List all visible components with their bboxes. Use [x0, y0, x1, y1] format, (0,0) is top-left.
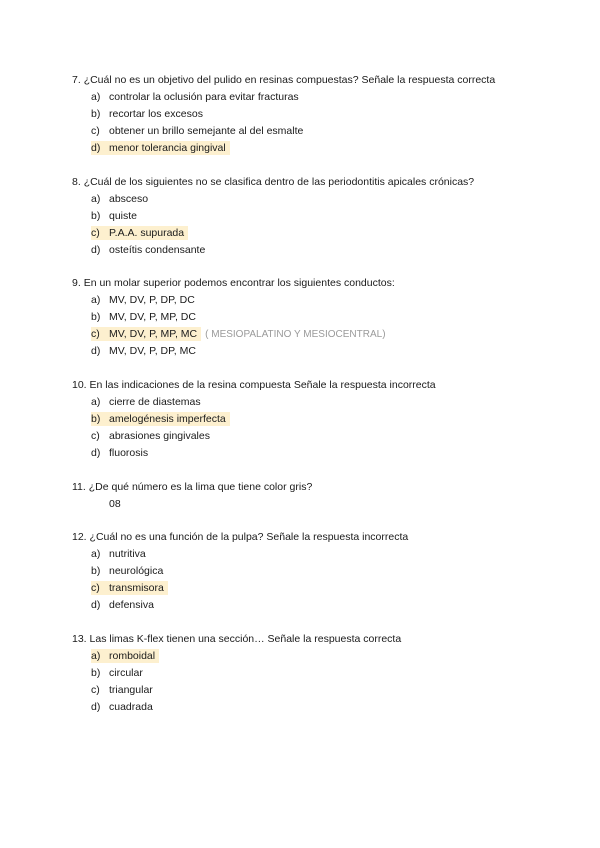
question-prompt: ¿Cuál no es una función de la pulpa? Señale la respuesta incorrecta [89, 531, 409, 543]
question-prompt: ¿De qué número es la lima que tiene color gris? [88, 481, 313, 493]
option-text: MV, DV, P, MP, MC [109, 328, 198, 340]
option-d [91, 242, 542, 259]
question-text [72, 174, 542, 191]
option-list [91, 89, 542, 157]
option-b [91, 309, 542, 326]
question-text [72, 72, 542, 89]
option-list [91, 191, 542, 259]
option-text: controlar la oclusión para evitar fracturas [109, 91, 299, 103]
option-text: menor tolerancia gingival [109, 142, 226, 154]
option-text: cuadrada [109, 701, 153, 713]
question-number: 8. [72, 176, 81, 188]
option-text: transmisora [109, 582, 164, 594]
option-text: quiste [109, 210, 138, 222]
option-letter: c) [91, 684, 100, 696]
question-11 [72, 479, 542, 513]
option-letter: d) [91, 599, 101, 611]
option-letter: b) [91, 413, 101, 425]
answer-highlight [91, 649, 159, 663]
option-a [91, 546, 542, 563]
option-letter: a) [91, 650, 101, 662]
option-text: triangular [109, 684, 153, 696]
question-prompt: Las limas K-flex tienen una sección… Señale la respuesta correcta [89, 633, 402, 645]
question-prompt: En un molar superior podemos encontrar los siguientes conductos: [83, 277, 395, 289]
question-text [72, 529, 542, 546]
option-list [91, 394, 542, 462]
option-d [91, 343, 542, 360]
option-letter: d) [91, 244, 101, 256]
option-a [91, 292, 542, 309]
option-c [91, 428, 542, 445]
question-number: 13. [72, 633, 87, 645]
option-b [91, 208, 542, 225]
question-text [72, 377, 542, 394]
question-9 [72, 275, 542, 360]
answer-highlight [91, 141, 230, 155]
written-answer: 08 [109, 498, 121, 510]
option-a [91, 394, 542, 411]
question-text [72, 275, 542, 292]
option-text: osteítis condensante [109, 244, 206, 256]
option-list [91, 292, 542, 360]
option-text: MV, DV, P, DP, DC [109, 294, 195, 306]
option-d [91, 445, 542, 462]
option-d [91, 699, 542, 716]
option-text: MV, DV, P, MP, DC [109, 311, 196, 323]
option-d [91, 597, 542, 614]
option-text: fluorosis [109, 447, 149, 459]
option-c-highlighted [91, 326, 542, 343]
option-letter: a) [91, 548, 101, 560]
option-list [91, 546, 542, 614]
option-c-highlighted [91, 225, 542, 242]
option-text: absceso [109, 193, 149, 205]
option-letter: c) [91, 125, 100, 137]
option-letter: a) [91, 294, 101, 306]
question-text [72, 631, 542, 648]
answer-highlight [91, 412, 230, 426]
option-c [91, 123, 542, 140]
option-letter: b) [91, 565, 101, 577]
option-letter: c) [91, 430, 100, 442]
option-text: recortar los excesos [109, 108, 203, 120]
option-letter: b) [91, 108, 101, 120]
option-letter: a) [91, 396, 101, 408]
option-c-highlighted [91, 580, 542, 597]
option-letter: d) [91, 447, 101, 459]
option-b-highlighted [91, 411, 542, 428]
option-text: defensiva [109, 599, 154, 611]
option-letter: c) [91, 328, 100, 340]
question-7 [72, 72, 542, 157]
option-b [91, 106, 542, 123]
option-letter: c) [91, 227, 100, 239]
answer-highlight [91, 327, 201, 341]
option-text: nutritiva [109, 548, 146, 560]
option-letter: d) [91, 701, 101, 713]
answer-highlight [91, 226, 188, 240]
option-list [91, 648, 542, 716]
question-12 [72, 529, 542, 614]
option-letter: b) [91, 210, 101, 222]
option-text: obtener un brillo semejante al del esmalte [109, 125, 304, 137]
question-number: 9. [72, 277, 81, 289]
question-prompt: ¿Cuál no es un objetivo del pulido en resinas compuestas? Señale la respuesta correcta [83, 74, 496, 86]
question-10 [72, 377, 542, 462]
option-text: cierre de diastemas [109, 396, 201, 408]
option-text: romboidal [109, 650, 156, 662]
option-letter: b) [91, 667, 101, 679]
answer-highlight [91, 581, 168, 595]
option-a [91, 89, 542, 106]
option-b [91, 665, 542, 682]
option-a-highlighted [91, 648, 542, 665]
option-text: amelogénesis imperfecta [109, 413, 226, 425]
option-text: neurológica [109, 565, 164, 577]
question-number: 7. [72, 74, 81, 86]
option-text: circular [109, 667, 143, 679]
question-text [72, 479, 542, 496]
option-text: P.A.A. supurada [109, 227, 185, 239]
option-letter: a) [91, 193, 101, 205]
question-prompt: ¿Cuál de los siguientes no se clasifica dentro de las periodontitis apicales crónicas? [83, 176, 475, 188]
question-8 [72, 174, 542, 259]
option-d-highlighted [91, 140, 542, 157]
answer-note: ( MESIOPALATINO Y MESIOCENTRAL) [205, 329, 386, 340]
option-c [91, 682, 542, 699]
option-a [91, 191, 542, 208]
option-b [91, 563, 542, 580]
option-letter: c) [91, 582, 100, 594]
question-13 [72, 631, 542, 716]
question-number: 10. [72, 379, 87, 391]
question-number: 12. [72, 531, 87, 543]
question-number: 11. [72, 481, 86, 493]
question-prompt: En las indicaciones de la resina compuesta Señale la respuesta incorrecta [89, 379, 436, 391]
option-letter: a) [91, 91, 101, 103]
option-letter: d) [91, 142, 101, 154]
option-letter: b) [91, 311, 101, 323]
option-text: MV, DV, P, DP, MC [109, 345, 196, 357]
option-text: abrasiones gingivales [109, 430, 210, 442]
option-letter: d) [91, 345, 101, 357]
